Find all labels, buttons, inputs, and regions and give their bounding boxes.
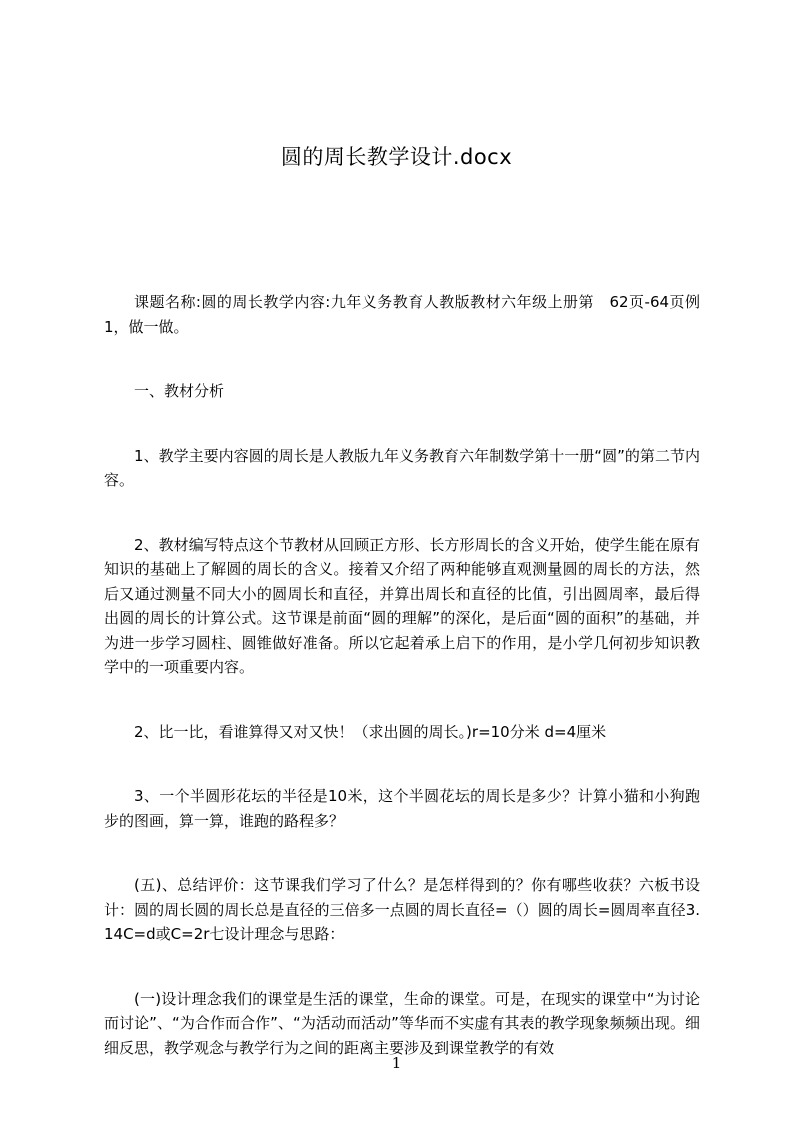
section-heading-material-analysis: 一、教材分析 [134,382,225,400]
paragraph-main-content: 1、教学主要内容圆的周长是人教版九年义务教育六年制数学第十一册“圆”的第二节内容。 [104,446,700,489]
document-title: 圆的周长教学设计.docx [280,145,513,169]
paragraph-material-features: 2、教材编写特点这个节教材从回顾正方形、长方形周长的含义开始，使学生能在原有知识的基础上了解圆的周长的含义。接着又介绍了两种能够直观测量圆的周长的方法，然后又通过测量不同大小的圆周长和直径，并算出周长和直径的比值，引出圆周率，最后得出圆的周长的计算公式。这节课是前面“圆的理解”的深化，是后面“圆的面积”的基础，并为进一步学习圆柱、圆锥做好准备。所以它起着承上启下的作用，是小学几何初步知识教学中的一项重要内容。 [104,535,700,676]
paragraph-course-info: 课题名称:圆的周长教学内容:九年义务教育人教版教材六年级上册第 62页-64页例1，做一做。 [104,293,700,336]
document-body [104,290,700,1100]
paragraph-exercise-semicircle: 3、一个半圆形花坛的半径是10米，这个半圆花坛的周长是多少？计算小猫和小狗跑步的图画，算一算，谁跑的路程多？ [104,787,700,830]
paragraph-summary: (五)、总结评价：这节课我们学习了什么？是怎样得到的？你有哪些收获？六板书设计：圆的周长圆的周长总是直径的三倍多一点圆的周长直径=（）圆的周长=圆周率直径3.14C=d或C=2r七设计理念与思路： [104,876,700,943]
paragraph-design-concept: (一)设计理念我们的课堂是生活的课堂，生命的课堂。可是，在现实的课堂中“为讨论而讨论”、“为合作而合作”、“为活动而活动”等华而不实虚有其表的教学现象频频出现。细细反思，教学观念与教学行为之间的距离主要涉及到课堂教学的有效 [104,989,700,1057]
paragraph-exercise-compare: 2、比一比，看谁算得又对又快！（求出圆的周长。)r=10分米 d=4厘米 [134,722,607,741]
page-number: 1 [391,1054,402,1072]
